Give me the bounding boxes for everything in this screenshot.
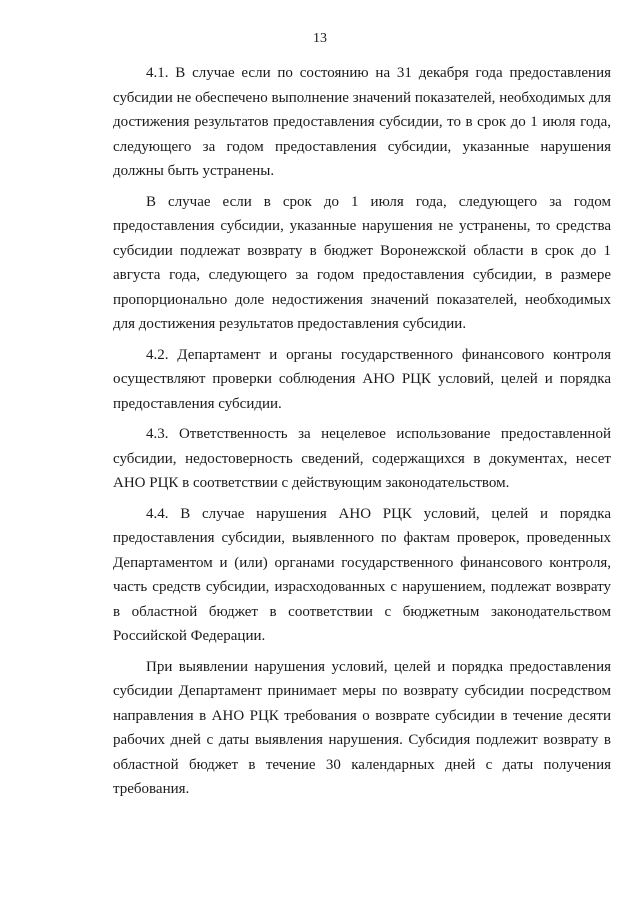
page-number: 13 xyxy=(313,31,327,46)
paragraph-4-4-continuation: При выявлении нарушения условий, целей и порядка предоставления субсидии Департамент принимает меры по возврату субсидии посредством направления в АНО РЦК требования о возврате субсидии в течение десяти рабочих дней с даты выявления нарушения. Субсидия подлежит возврату в областной бюджет в течение 30 календарных дней с даты получения требования. xyxy=(113,658,611,797)
document-body xyxy=(113,61,611,808)
paragraph-4-1-continuation: В случае если в срок до 1 июля года, следующего за годом предоставления субсидии, указанные нарушения не устранены, то средства субсидии подлежат возврату в бюджет Воронежской области в срок до 1 августа года, следующего за годом предоставления субсидии, в размере пропорционально доле недостижения значений показателей, необходимых для достижения результатов предоставления субсидии. xyxy=(113,193,611,332)
paragraph-4-3: 4.3. Ответственность за нецелевое использование предоставленной субсидии, недостоверность сведений, содержащихся в документах, несет АНО РЦК в соответствии с действующим законодательством. xyxy=(113,426,611,491)
paragraph-4-2: 4.2. Департамент и органы государственного финансового контроля осуществляют проверки соблюдения АНО РЦК условий, целей и порядка предоставления субсидии. xyxy=(113,346,611,412)
paragraph-4-4: 4.4. В случае нарушения АНО РЦК условий, целей и порядка предоставления субсидии, выявленного по фактам проверок, проведенных Департаментом и (или) органами государственного финансового контроля, часть средств субсидии, израсходованных с нарушением, подлежат возврату в областной бюджет в соответствии с бюджетным законодательством Российской Федерации. xyxy=(113,505,611,644)
paragraph-4-1: 4.1. В случае если по состоянию на 31 декабря года предоставления субсидии не обеспечено выполнение значений показателей, необходимых для достижения результатов предоставления субсидии, то в срок до 1 июля года, следующего за годом предоставления субсидии, указанные нарушения должны быть устранены. xyxy=(113,65,611,179)
